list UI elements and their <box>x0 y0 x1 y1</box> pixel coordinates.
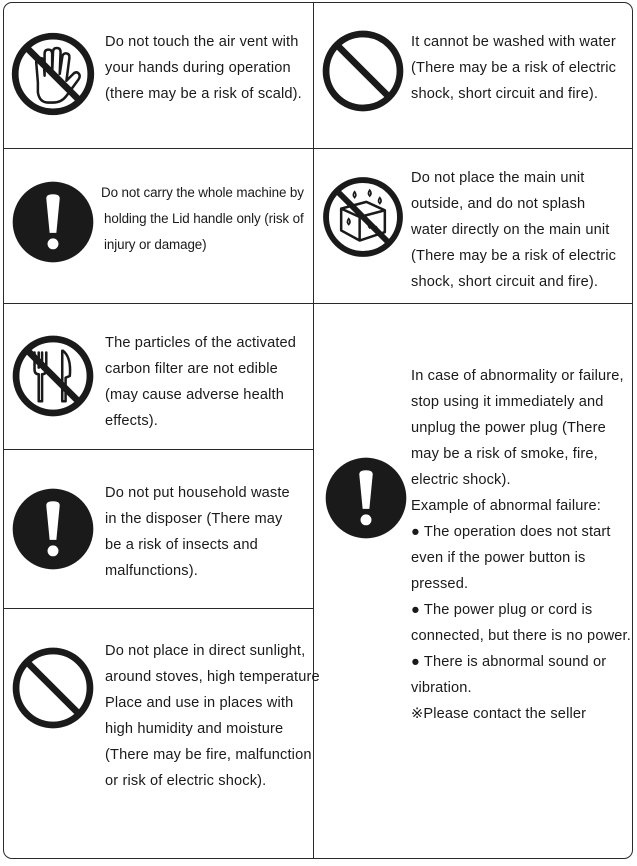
exclamation-icon <box>324 456 408 540</box>
no-splash-water-icon <box>321 175 405 259</box>
prohibited-icon <box>321 29 405 113</box>
exclamation-icon <box>11 487 95 571</box>
not-edible-icon <box>11 334 95 418</box>
household-waste-warning-text: Do not put household waste in the disposer (There may be a risk of insects and malfunctions). <box>105 485 290 579</box>
row-divider <box>3 449 314 450</box>
air-vent-warning-text: Do not touch the air vent with your hands during operation (there may be a risk of scald). <box>105 34 302 102</box>
prohibited-icon <box>11 646 95 730</box>
no-outside-warning-text: Do not place the main unit outside, and do not splash water directly on the main unit (There may be a risk of electric shock, short circuit and fire). <box>411 170 617 290</box>
row-divider <box>3 608 314 609</box>
no-touch-hand-icon <box>11 32 95 116</box>
lid-handle-warning-text: Do not carry the whole machine by holding the Lid handle only (risk of injury or damage) <box>101 185 304 252</box>
carbon-filter-warning-text: The particles of the activated carbon filter are not edible (may cause adverse health effects). <box>105 335 297 429</box>
sunlight-warning-text: Do not place in direct sunlight, around stoves, high temperature Place and use in places with high humidity and moisture (There may be fire, malfunction or risk of electric shock). <box>105 643 320 789</box>
no-wash-warning-text: It cannot be washed with water (There may be a risk of electric shock, short circuit and fire). <box>411 34 617 102</box>
exclamation-icon <box>11 180 95 264</box>
row-divider <box>3 303 633 304</box>
row-divider <box>3 148 633 149</box>
abnormality-warning-text: In case of abnormality or failure, stop using it immediately and unplug the power plug (There may be a risk of smoke, fire, electric shock). Example of abnormal failure: ● The operation does not start even if the power button is pressed. ● The power plug or cord is connected, but there is no power. ● There is abnormal sound or vibration. ※Please contact the seller <box>411 368 631 722</box>
